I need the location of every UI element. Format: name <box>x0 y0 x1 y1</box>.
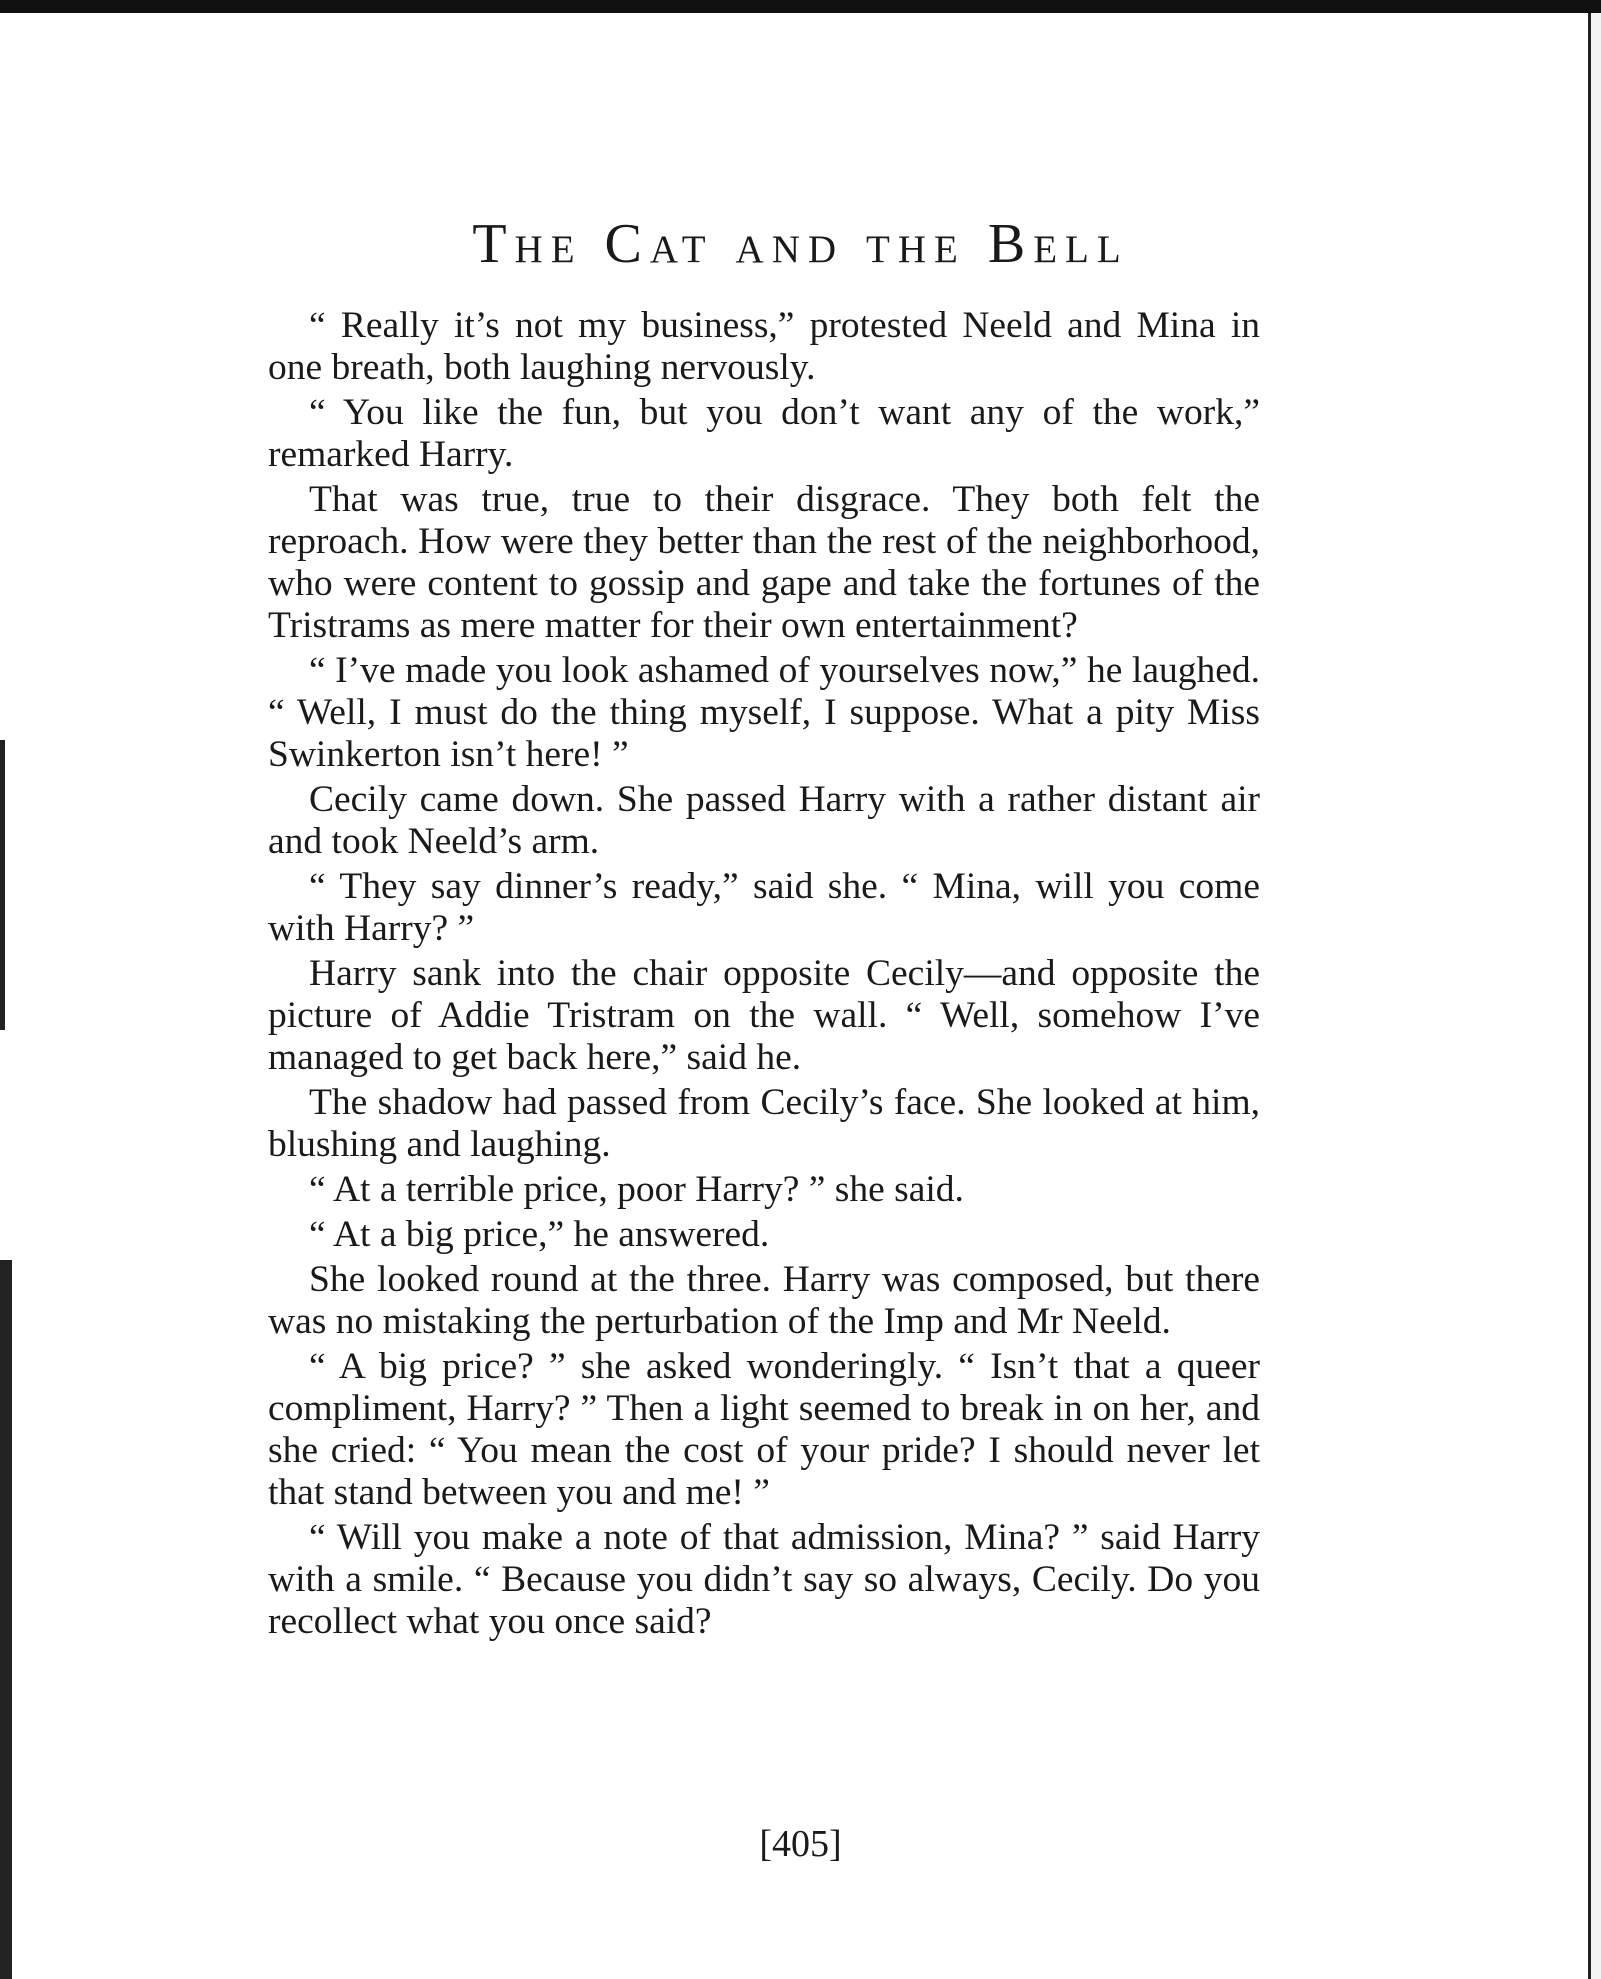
paragraph: “ Really it’s not my business,” protested Neeld and Mina in one breath, both laughing nervously. <box>268 305 1260 388</box>
paragraph: That was true, true to their disgrace. They both felt the reproach. How were they better than the rest of the neighborhood, who were content to gossip and gape and take the fortunes of the Tristrams as mere matter for their own entertainment? <box>268 479 1260 646</box>
paragraph: Cecily came down. She passed Harry with a rather distant air and took Neeld’s arm. <box>268 779 1260 862</box>
paragraph: “ They say dinner’s ready,” said she. “ Mina, will you come with Harry? ” <box>268 866 1260 949</box>
paragraph: “ You like the fun, but you don’t want any of the work,” remarked Harry. <box>268 392 1260 475</box>
paragraph: The shadow had passed from Cecily’s face. She looked at him, blushing and laughing. <box>268 1082 1260 1165</box>
paragraph: She looked round at the three. Harry was composed, but there was no mistaking the perturbation of the Imp and Mr Neeld. <box>268 1259 1260 1342</box>
paragraph: Harry sank into the chair opposite Cecily—and opposite the picture of Addie Tristram on the wall. “ Well, somehow I’ve managed to get back here,” said he. <box>268 953 1260 1078</box>
paragraph: “ At a terrible price, poor Harry? ” she said. <box>309 1169 964 1210</box>
page-number: [405] <box>759 1823 842 1865</box>
body-text <box>268 305 1260 1646</box>
scan-left-shadow <box>0 1260 12 1979</box>
paragraph: “ At a big price,” he answered. <box>309 1214 770 1255</box>
scan-left-shadow <box>0 740 5 1030</box>
paragraph: “ I’ve made you look ashamed of yourselves now,” he laughed. “ Well, I must do the thing myself, I suppose. What a pity Miss Swinkerton isn’t here! ” <box>268 650 1260 775</box>
running-head: The Cat and the Bell <box>472 213 1129 275</box>
scan-top-border <box>0 0 1601 13</box>
paragraph: “ Will you make a note of that admission, Mina? ” said Harry with a smile. “ Because you didn’t say so always, Cecily. Do you recollect what you once said? <box>268 1517 1260 1642</box>
scan-right-edge <box>1588 13 1601 1979</box>
paragraph: “ A big price? ” she asked wonderingly. “ Isn’t that a queer compliment, Harry? ” Then a light seemed to break in on her, and she cried: “ You mean the cost of your pride? I should never let that stand between you and me! ” <box>268 1346 1260 1513</box>
